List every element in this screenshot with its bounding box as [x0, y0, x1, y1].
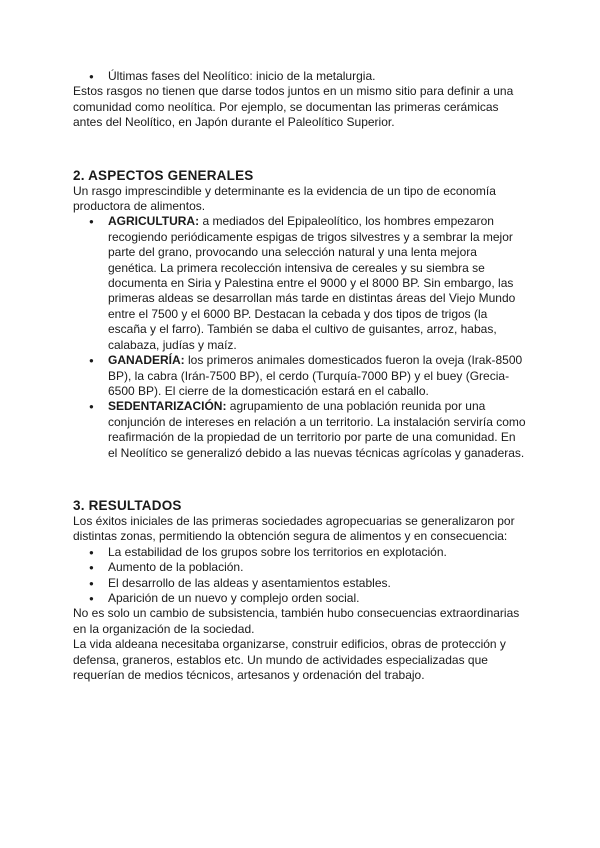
list-item [88, 545, 528, 560]
intro-bullet-list [73, 69, 528, 84]
term-text: a mediados del Epipaleolítico, los hombres empezaron recogiendo periódicamente espigas de trigos silvestres y a sembrar la mejor parte del grano, provocando una selección natural y una lenta mejora genética. La primera recolección intensiva de cereales y su siembra se documenta en Siria y Palestina entre el 9000 y el 8000 BP. Sin embargo, las primeras aldeas se desarrollan más tarde en distintas áreas del Viejo Mundo entre el 7500 y el 6000 BP. Destacan la cebada y dos tipos de trigos (la escaña y el farro). También se daba el cultivo de guisantes, arroz, habas, calabaza, judías y maíz. [108, 214, 516, 352]
spacer [73, 131, 528, 167]
list-item [88, 69, 528, 84]
list-item-ganaderia [88, 353, 528, 399]
list-item-text: La estabilidad de los grupos sobre los territorios en explotación. [108, 544, 447, 559]
document-page [73, 69, 528, 683]
section-3-paragraph-1: No es solo un cambio de subsistencia, también hubo consecuencias extraordinarias en la organización de la sociedad. [73, 606, 520, 636]
section-3-list [73, 545, 528, 607]
term-label: GANADERÍA: [108, 353, 185, 368]
section-2-intro: Un rasgo imprescindible y determinante es la evidencia de un tipo de economía productora de alimentos. [73, 183, 496, 214]
intro-paragraph: Estos rasgos no tienen que darse todos juntos en un mismo sitio para definir a una comunidad como neolítica. Por ejemplo, se documentan las primeras cerámicas antes del Neolítico, en Japón durante el Paleolítico Superior. [73, 84, 514, 130]
section-3-paragraph-2: La vida aldeana necesitaba organizarse, construir edificios, obras de protección y defensa, graneros, establos etc. Un mundo de actividades especializadas que requerían de medios técnicos, artesanos y ordenación del trabajo. [73, 637, 506, 682]
list-item-text: Aparición de un nuevo y complejo orden social. [108, 590, 360, 605]
section-3-intro: Los éxitos iniciales de las primeras sociedades agropecuarias se generalizaron por distintas zonas, permitiendo la obtención segura de alimentos y en consecuencia: [73, 513, 515, 544]
list-item [88, 591, 528, 606]
list-item-sedentarizacion [88, 399, 528, 461]
list-item-text: Aumento de la población. [108, 560, 244, 575]
list-item [88, 576, 528, 591]
list-item-text: El desarrollo de las aldeas y asentamientos estables. [108, 575, 391, 590]
spacer [73, 461, 528, 497]
term-text: los primeros animales domesticados fueron la oveja (Irak-8500 BP), la cabra (Irán-7500 BP), el cerdo (Turquía-7000 BP) y el buey (Grecia-6500 BP). El cierre de la domesticación estará en el caballo. [108, 353, 523, 398]
list-item [88, 560, 528, 575]
section-2-list [73, 214, 528, 461]
list-item-text: Últimas fases del Neolítico: inicio de la metalurgia. [108, 69, 376, 83]
term-text: agrupamiento de una población reunida por una conjunción de intereses en relación a un territorio. La instalación serviría como reafirmación de la propiedad de un territorio por parte de una comunidad. En el Neolítico se generalizó debido a las nuevas técnicas agrícolas y ganaderas. [108, 399, 526, 460]
term-label: AGRICULTURA: [108, 214, 200, 229]
list-item-agricultura [88, 214, 528, 353]
section-2-heading: 2. ASPECTOS GENERALES [73, 167, 254, 183]
section-3-heading: 3. RESULTADOS [73, 497, 182, 513]
term-label: SEDENTARIZACIÓN: [108, 399, 227, 414]
